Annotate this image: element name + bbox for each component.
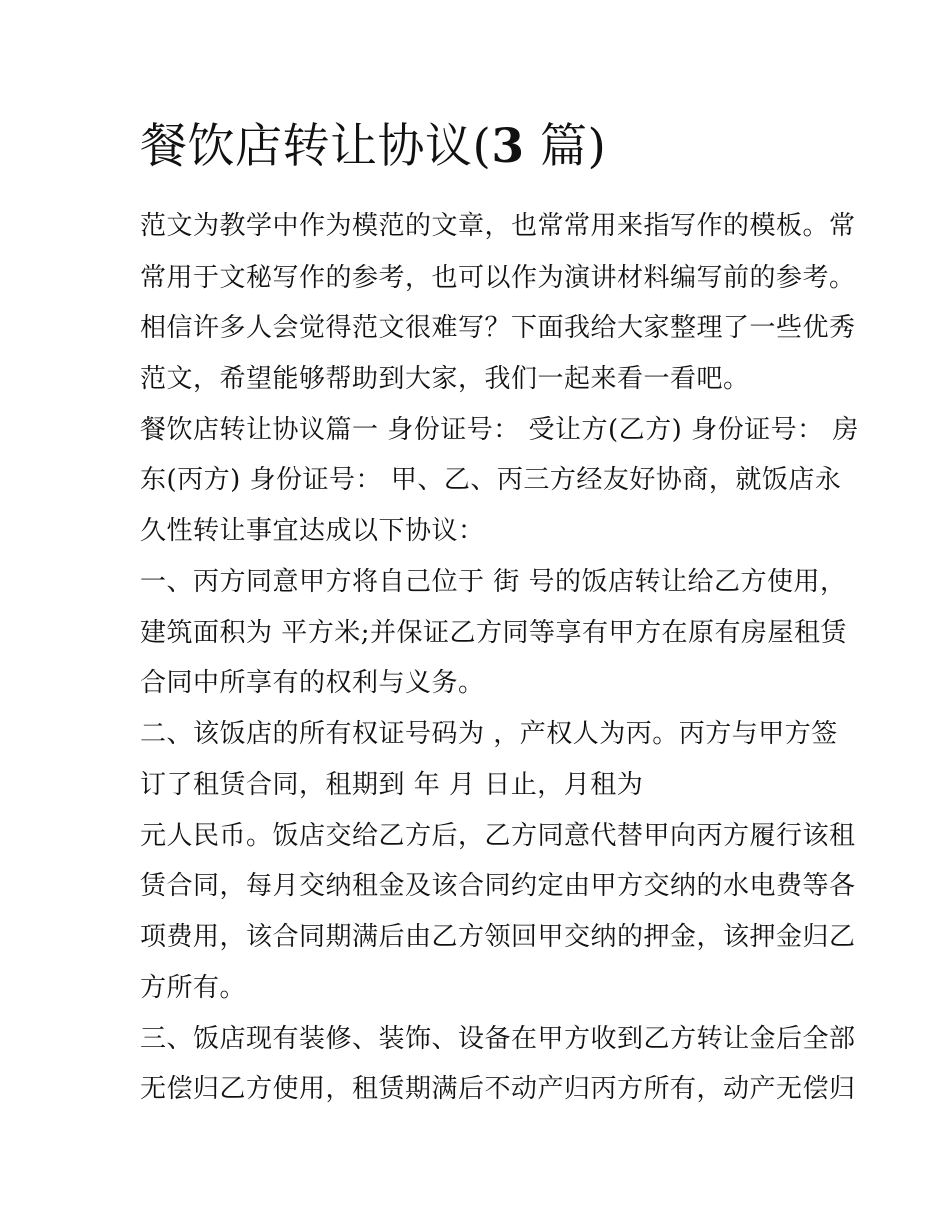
body-line: 项费用，该合同期满后由乙方领回甲交纳的押金，该押金归乙 (140, 922, 856, 952)
body-line: 常用于文秘写作的参考，也可以作为演讲材料编写前的参考。 (140, 263, 856, 293)
document-title (140, 112, 606, 182)
title-suffix: 篇) (524, 119, 607, 174)
body-line: 建筑面积为 平方米;并保证乙方同等享有甲方在原有房屋租赁 (140, 618, 848, 648)
body-line: 二、该饭店的所有权证号码为 ，产权人为丙。丙方与甲方签 (140, 719, 838, 749)
body-line: 元人民币。饭店交给乙方后，乙方同意代替甲向丙方履行该租 (140, 821, 856, 851)
body-line: 赁合同，每月交纳租金及该合同约定由甲方交纳的水电费等各 (140, 871, 856, 901)
body-line: 范文为教学中作为模范的文章，也常常用来指写作的模板。常 (140, 211, 856, 241)
body-line: 合同中所享有的权利与义务。 (140, 668, 485, 698)
title-prefix: 餐饮店转让协议( (140, 119, 492, 174)
title-number: 3 (491, 119, 525, 174)
body-line: 餐饮店转让协议篇一 身份证号： 受让方(乙方) 身份证号： 房 (140, 415, 859, 445)
body-line: 东(丙方) 身份证号： 甲、乙、丙三方经友好协商，就饭店永 (140, 465, 842, 495)
body-line: 无偿归乙方使用，租赁期满后不动产归丙方所有，动产无偿归 (140, 1074, 856, 1104)
body-line: 久性转让事宜达成以下协议： (140, 516, 485, 546)
body-line: 三、饭店现有装修、装饰、设备在甲方收到乙方转让金后全部 (140, 1024, 856, 1054)
body-line: 范文，希望能够帮助到大家，我们一起来看一看吧。 (140, 364, 750, 394)
body-line: 方所有。 (140, 973, 247, 1003)
body-line: 相信许多人会觉得范文很难写？下面我给大家整理了一些优秀 (140, 313, 856, 343)
body-line: 一、丙方同意甲方将自己位于 街 号的饭店转让给乙方使用， (140, 567, 847, 597)
body-line: 订了租赁合同，租期到 年 月 日止，月租为 (140, 770, 644, 800)
